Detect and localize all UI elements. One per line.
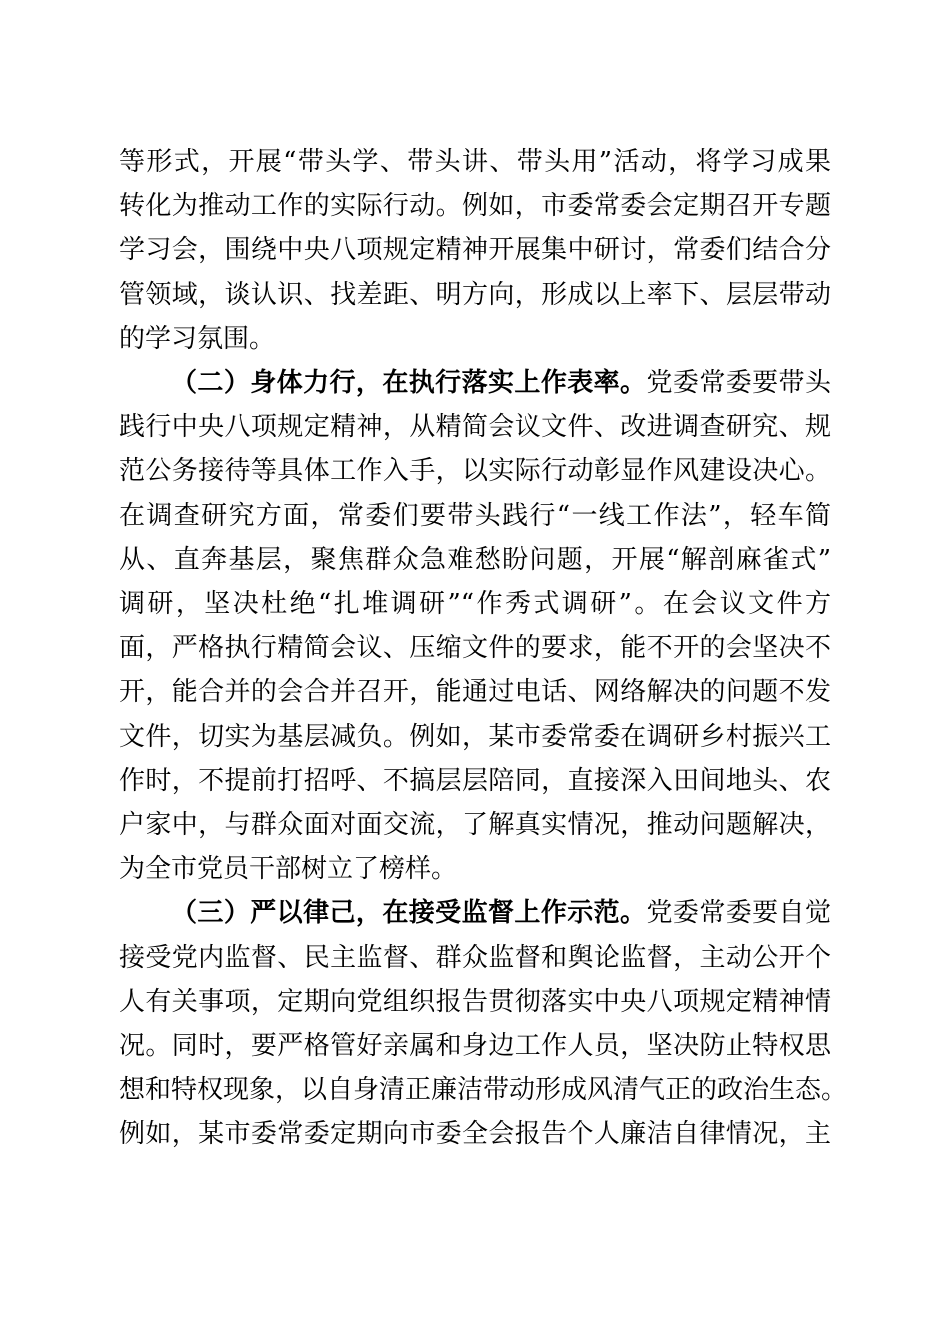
section-heading: （二）身体力行，在执行落实上作表率。 [171, 368, 647, 399]
text-line: 范公务接待等具体工作入手，以实际行动彰显作风建设决心。 [119, 456, 831, 487]
text-line: 文件，切实为基层减负。例如，某市委常委在调研乡村振兴工 [119, 721, 831, 752]
text-line: 转化为推动工作的实际行动。例如，市委常委会定期召开专题 [119, 191, 831, 222]
text-span: 党委常委要自觉 [646, 898, 831, 929]
text-line: 等形式，开展“带头学、带头讲、带头用”活动，将学习成果 [119, 147, 831, 177]
text-line: 况。同时，要严格管好亲属和身边工作人员，坚决防止特权思 [119, 1031, 831, 1062]
text-line: 想和特权现象，以自身清正廉洁带动形成风清气正的政治生态。 [119, 1075, 848, 1106]
text-line: 面，严格执行精简会议、压缩文件的要求，能不开的会坚决不 [119, 633, 831, 664]
text-line: 作时，不提前打招呼、不搞层层陪同，直接深入田间地头、农 [119, 765, 831, 796]
text-line-first [119, 361, 831, 405]
document-body [119, 140, 848, 1157]
text-line: 户家中，与群众面对面交流，了解真实情况，推动问题解决， [119, 810, 831, 841]
text-line: 接受党内监督、民主监督、群众监督和舆论监督，主动公开个 [119, 942, 831, 973]
text-line: 学习会，围绕中央八项规定精神开展集中研讨，常委们结合分 [119, 235, 831, 266]
text-span: 党委常委要带头 [646, 368, 831, 399]
text-line: 例如，某市委常委定期向市委全会报告个人廉洁自律情况，主 [119, 1119, 831, 1150]
text-line: 开，能合并的会合并召开，能通过电话、网络解决的问题不发 [119, 677, 831, 708]
text-line: 调研，坚决杜绝“扎堆调研”“作秀式调研”。在会议文件方 [119, 589, 831, 620]
paragraph-section-2 [119, 361, 831, 891]
text-line: 践行中央八项规定精神，从精简会议文件、改进调查研究、规 [119, 412, 831, 443]
paragraph-section-3 [119, 891, 848, 1156]
text-line: 为全市党员干部树立了榜样。 [119, 854, 458, 885]
text-line: 从、直奔基层，聚焦群众急难愁盼问题，开展“解剖麻雀式” [119, 544, 831, 575]
section-heading: （三）严以律己，在接受监督上作示范。 [171, 898, 647, 929]
text-line: 的学习氛围。 [119, 323, 276, 354]
paragraph-continuation [119, 140, 831, 361]
text-line: 人有关事项，定期向党组织报告贯彻落实中央八项规定精神情 [119, 986, 831, 1017]
text-line: 在调查研究方面，常委们要带头践行“一线工作法”，轻车简 [119, 500, 831, 531]
text-line-first [119, 891, 831, 935]
text-line: 管领域，谈认识、找差距、明方向，形成以上率下、层层带动 [119, 279, 831, 310]
